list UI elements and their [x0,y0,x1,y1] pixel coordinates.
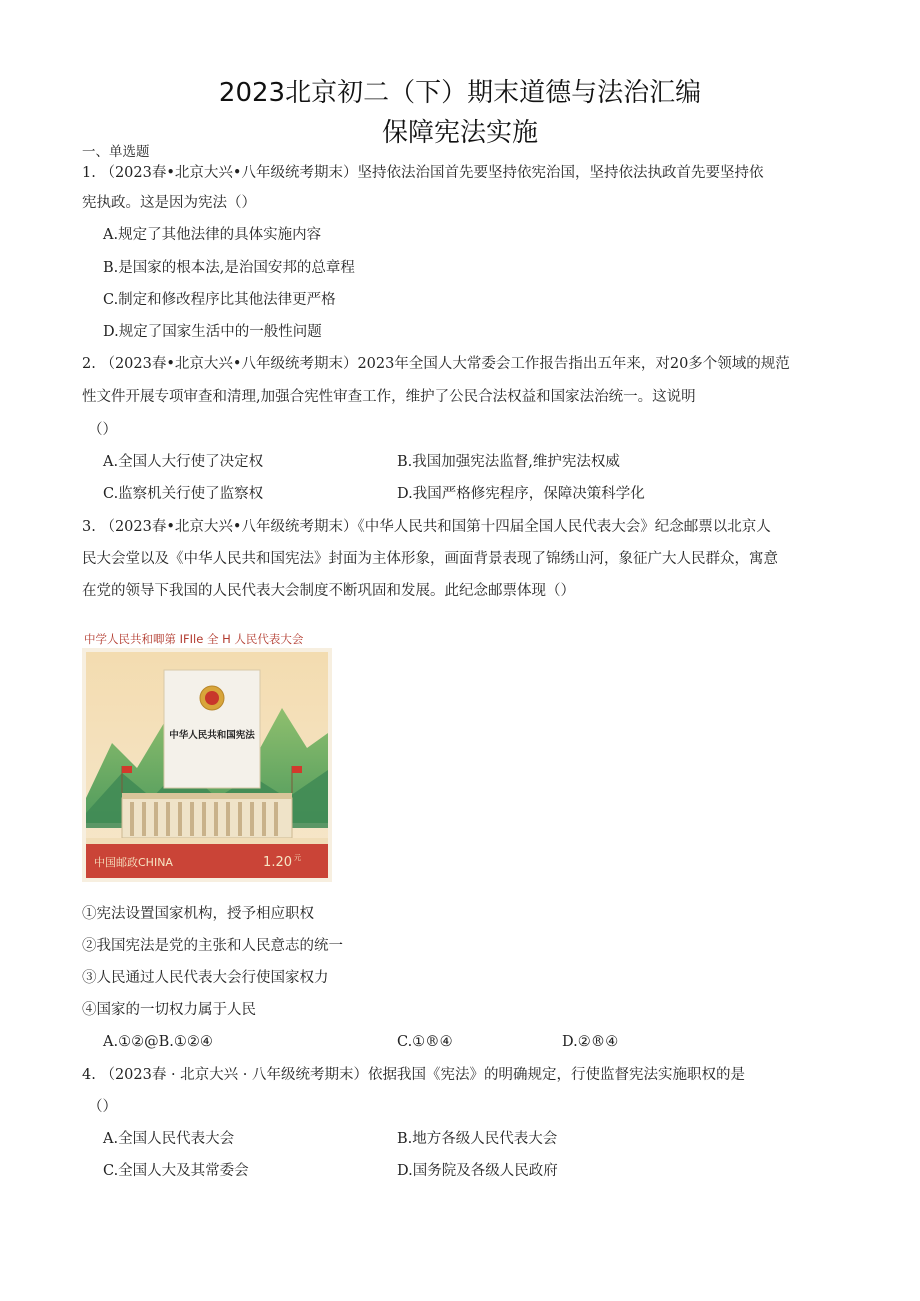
q2-option-c[interactable]: C.监察机关行使了监察权 [103,486,264,502]
stamp-post-label: 中国邮政CHINA [94,856,173,869]
stamp-book-title: 中华人民共和国宪法 [169,730,255,741]
q1-option-a[interactable]: A.规定了其他法律的具体实施内容 [103,227,322,243]
q2-stem-line2: 性文件开展专项审查和清理,加强合宪性审查工作，维护了公民合法权益和国家法治统一。这说明 [82,389,696,405]
q1-option-d[interactable]: D.规定了国家生活中的一般性问题 [103,324,322,340]
q2-option-a[interactable]: A.全国人大行使了决定权 [103,454,264,470]
q4-option-a[interactable]: A.全国人民代表大会 [103,1131,235,1147]
commemorative-stamp-image [82,648,332,882]
q3-statement-1: ①宪法设置国家机构，授予相应职权 [82,906,314,922]
q1-option-c[interactable]: C.制定和修改程序比其他法律更严格 [103,292,336,308]
q3-option-c[interactable]: C.①®④ [397,1034,453,1050]
q4-option-c[interactable]: C.全国人大及其常委会 [103,1163,249,1179]
stamp-price-unit: 元 [294,854,301,862]
great-hall-building [122,798,292,838]
q3-stem-line2: 民大会堂以及《中华人民共和国宪法》封面为主体形象，画面背景表现了锦绣山河，象征广大人民群众，寓意 [82,551,778,567]
q3-statement-4: ④国家的一切权力属于人民 [82,1002,256,1018]
q4-stem-line1: 4. （2023春 · 北京大兴 · 八年级统考期末）依据我国《宪法》的明确规定，行使监督宪法实施职权的是 [82,1067,745,1083]
q3-statement-3: ③人民通过人民代表大会行使国家权力 [82,970,329,986]
q3-option-d[interactable]: D.②®④ [562,1034,619,1050]
q1-option-b[interactable]: B.是国家的根本法,是治国安邦的总章程 [103,260,355,276]
stamp-caption: 中学人民共和唧第 IFIle 全 H 人民代表大会 [84,632,304,646]
q4-stem-line2: （） [88,1099,117,1115]
q4-option-b[interactable]: B.地方各级人民代表大会 [397,1131,558,1147]
q3-statement-2: ②我国宪法是党的主张和人民意志的统一 [82,938,343,954]
q1-stem-line2: 宪执政。这是因为宪法（） [82,195,256,211]
q3-option-ab[interactable]: A.①②@B.①②④ [103,1034,213,1050]
q2-option-d[interactable]: D.我国严格修宪程序，保障决策科学化 [397,486,645,502]
q4-option-d[interactable]: D.国务院及各级人民政府 [397,1163,558,1179]
stamp-price: 1.20 [263,855,292,870]
document-title: 2023北京初二（下）期末道德与法治汇编 [218,78,702,108]
q3-stem-line3: 在党的领导下我国的人民代表大会制度不断巩固和发展。此纪念邮票体现（） [82,583,575,599]
q2-option-b[interactable]: B.我国加强宪法监督,维护宪法权威 [397,454,620,470]
document-subtitle: 保障宪法实施 [381,118,538,148]
q1-stem-line1: 1. （2023春•北京大兴•八年级统考期末）坚持依法治国首先要坚持依宪治国，坚持依法执政首先要坚持依 [82,165,764,181]
q3-stem-line1: 3. （2023春•北京大兴•八年级统考期末）《中华人民共和国第十四届全国人民代表大会》纪念邮票以北京人 [82,519,771,535]
section-label: 一、单选题 [82,144,150,160]
q2-stem-line3: （） [88,422,117,438]
q2-stem-line1: 2. （2023春•北京大兴•八年级统考期末）2023年全国人大常委会工作报告指出五年来，对20多个领域的规范 [82,356,790,372]
